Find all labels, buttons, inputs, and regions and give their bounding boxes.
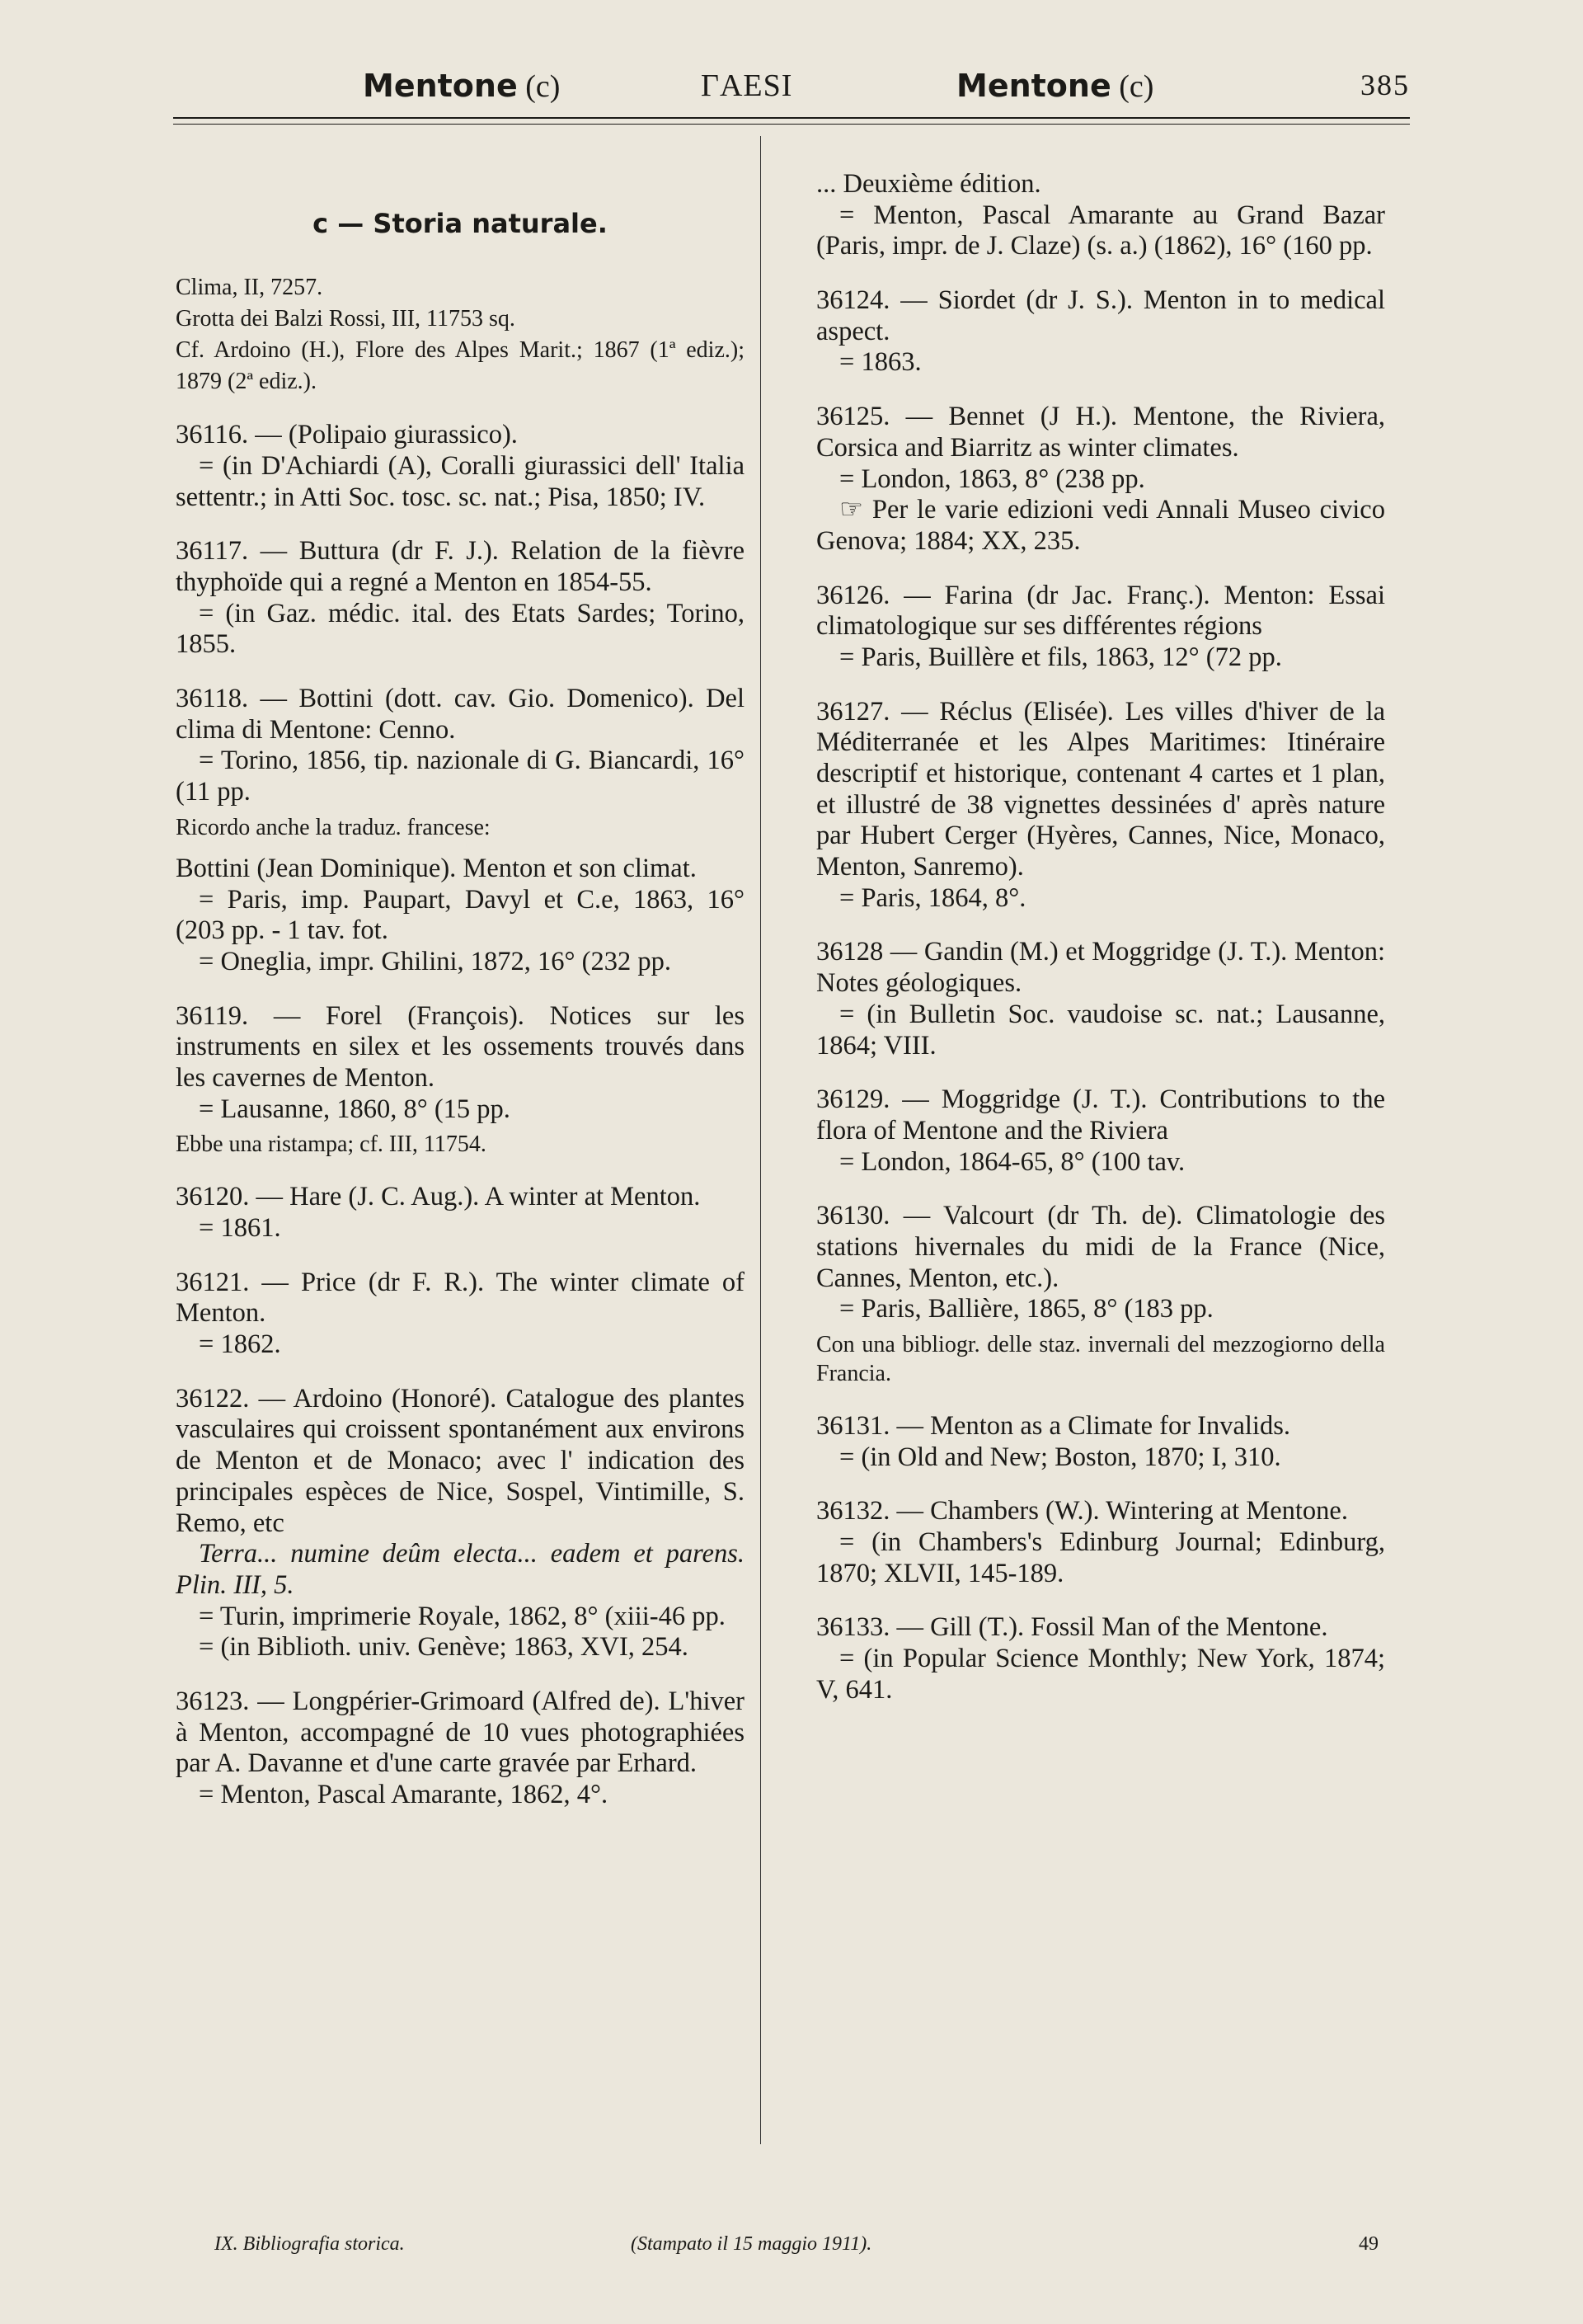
entry-36126: 36126. — Farina (dr Jac. Franç.). Menton: Essai climatologique sur ses différentes régions — [816, 580, 1385, 642]
entry-36133: 36133. — Gill (T.). Fossil Man of the Mentone. — [816, 1612, 1328, 1643]
header-rule-thick — [173, 117, 1410, 119]
entry-imprint: = Turin, imprimerie Royale, 1862, 8° (xiii-46 pp. — [199, 1601, 726, 1631]
entry-36116: 36116. — (Polipaio giurassico). — [176, 420, 518, 450]
entry-imprint: = London, 1864-65, 8° (100 tav. — [839, 1146, 1186, 1177]
entry-imprint: = Torino, 1856, tip. nazionale di G. Biancardi, 16° (11 pp. — [176, 746, 745, 807]
entry-imprint: = Paris, 1864, 8°. — [839, 882, 1026, 913]
entry-36118: 36118. — Bottini (dott. cav. Gio. Domenico). Del clima di Mentone: Cenno. — [176, 684, 745, 745]
entry-36130: 36130. — Valcourt (dr Th. de). Climatologie des stations hivernales du midi de la France (Nice, Cannes, Menton, etc.). — [816, 1201, 1385, 1293]
entry-imprint: = (in Old and New; Boston, 1870; I, 310. — [839, 1442, 1281, 1472]
ref-line: Cf. Ardoino (H.), Flore des Alpes Marit.; 1867 (1ª ediz.); 1879 (2ª ediz.). — [176, 336, 745, 394]
entry-translation: Bottini (Jean Dominique). Menton et son climat. — [176, 853, 697, 883]
entry-36117: 36117. — Buttura (dr F. J.). Relation de la fièvre thyphoïde qui a regné a Menton en 1854-55. — [176, 536, 745, 598]
entry-imprint: = Paris, Buillère et fils, 1863, 12° (72 pp. — [839, 642, 1282, 672]
entry-note: Ricordo anche la traduz. francese: — [176, 814, 491, 840]
entry-imprint: = (in Biblioth. univ. Genève; 1863, XVI, 254. — [199, 1632, 688, 1663]
column-divider — [760, 136, 761, 2144]
entry-imprint: = Paris, imp. Paupart, Davyl et C.e, 1863, 16° (203 pp. - 1 tav. fot. — [176, 884, 745, 946]
entry-imprint: = 1863. — [839, 347, 922, 378]
right-column — [816, 169, 1385, 1706]
entry-imprint: = 1861. — [199, 1213, 281, 1244]
entry-36129: 36129. — Moggridge (J. T.). Contributions to the flora of Mentone and the Riviera — [816, 1084, 1385, 1146]
footer-signature: 49 — [1359, 2233, 1379, 2255]
ref-line: Clima, II, 7257. — [176, 275, 323, 301]
entry-imprint: = 1862. — [199, 1329, 281, 1360]
entry-36121: 36121. — Price (dr F. R.). The winter climate of Menton. — [176, 1267, 745, 1329]
entry-note: Ebbe una ristampa; cf. III, 11754. — [176, 1131, 486, 1158]
footer-series: IX. Bibliografia storica. — [214, 2233, 405, 2255]
ref-line: Grotta dei Balzi Rossi, III, 11753 sq. — [176, 305, 515, 332]
page-footer — [214, 2233, 1402, 2266]
header-right: Mentone (c) — [956, 68, 1154, 104]
entry-36124: 36124. — Siordet (dr J. S.). Menton in to medical aspect. — [816, 285, 1385, 346]
cross-references — [176, 272, 745, 397]
footer-print-date: (Stampato il 15 maggio 1911). — [631, 2233, 872, 2255]
entry-imprint: = (in Popular Science Monthly; New York, 1874; V, 641. — [816, 1644, 1385, 1705]
entry-36125: 36125. — Bennet (J H.). Mentone, the Riviera, Corsica and Biarritz as winter climates. — [816, 402, 1385, 463]
entry-36120: 36120. — Hare (J. C. Aug.). A winter at Menton. — [176, 1182, 701, 1212]
header-rule-thin — [173, 124, 1410, 125]
entry-36132: 36132. — Chambers (W.). Wintering at Mentone. — [816, 1496, 1348, 1527]
entry-imprint: = Menton, Pascal Amarante, 1862, 4°. — [199, 1780, 608, 1810]
entry-imprint: = Menton, Pascal Amarante au Grand Bazar (Paris, impr. de J. Claze) (s. a.) (1862), 16° (160 pp. — [816, 200, 1385, 261]
left-column — [176, 169, 745, 1811]
page-number: 385 — [1360, 68, 1410, 101]
entry-imprint: = (in D'Achiardi (A), Coralli giurassici dell' Italia settentr.; in Atti Soc. tosc. sc. nat.; Pisa, 1850; IV. — [176, 450, 745, 512]
running-header — [173, 58, 1410, 115]
entry-pointer-note: ☞ Per le varie edizioni vedi Annali Museo civico Genova; 1884; XX, 235. — [816, 495, 1385, 556]
entry-36119: 36119. — Forel (François). Notices sur les instruments en silex et les ossements trouvés dans les cavernes de Menton. — [176, 1000, 745, 1093]
entry-36123: 36123. — Longpérier-Grimoard (Alfred de). L'hiver à Menton, accompagné de 10 vues photographiées par A. Davanne et d'une carte gravée par Erhard. — [176, 1686, 745, 1779]
entry-note: Con una bibliogr. delle staz. invernali del mezzogiorno della Francia. — [816, 1332, 1385, 1386]
header-center: ΓAESI — [701, 68, 793, 103]
entry-imprint: = Oneglia, impr. Ghilini, 1872, 16° (232 pp. — [199, 946, 671, 976]
entry-36131: 36131. — Menton as a Climate for Invalids. — [816, 1411, 1290, 1441]
entry-imprint: = (in Gaz. médic. ital. des Etats Sardes; Torino, 1855. — [176, 598, 745, 660]
entry-imprint: = (in Bulletin Soc. vaudoise sc. nat.; Lausanne, 1864; VIII. — [816, 999, 1385, 1061]
entry-imprint: = Lausanne, 1860, 8° (15 pp. — [199, 1094, 510, 1124]
entry-36128: 36128 — Gandin (M.) et Moggridge (J. T.). Menton: Notes géologiques. — [816, 937, 1385, 999]
entry-imprint: = London, 1863, 8° (238 pp. — [839, 463, 1145, 494]
header-left: Mentone (c) — [363, 68, 561, 104]
entry-epigraph: Terra... numine deûm electa... eadem et parens. Plin. III, 5. — [176, 1539, 745, 1600]
entry-36122: 36122. — Ardoino (Honoré). Catalogue des plantes vasculaires qui croissent spontanément aux environs de Menton et de Monaco; avec l' indication des principales espèces de Nice, Sospel, Vintimille, S. Remo, etc — [176, 1383, 745, 1538]
entry-continuation: ... Deuxième édition. — [816, 169, 1041, 199]
entry-imprint: = Paris, Ballière, 1865, 8° (183 pp. — [839, 1294, 1214, 1324]
section-title: c — Storia naturale. — [312, 208, 608, 239]
entry-36127: 36127. — Réclus (Elisée). Les villes d'hiver de la Méditerranée et les Alpes Maritimes: Itinéraire descriptif et historique, contenant 4 cartes et 1 plan, et illustré de 38 vignettes dessinées d' après nature par Hubert Cerger (Hyères, Cannes, Nice, Monaco, Menton, Sanremo). — [816, 696, 1385, 882]
entry-imprint: = (in Chambers's Edinburg Journal; Edinburg, 1870; XLVII, 145-189. — [816, 1527, 1385, 1588]
